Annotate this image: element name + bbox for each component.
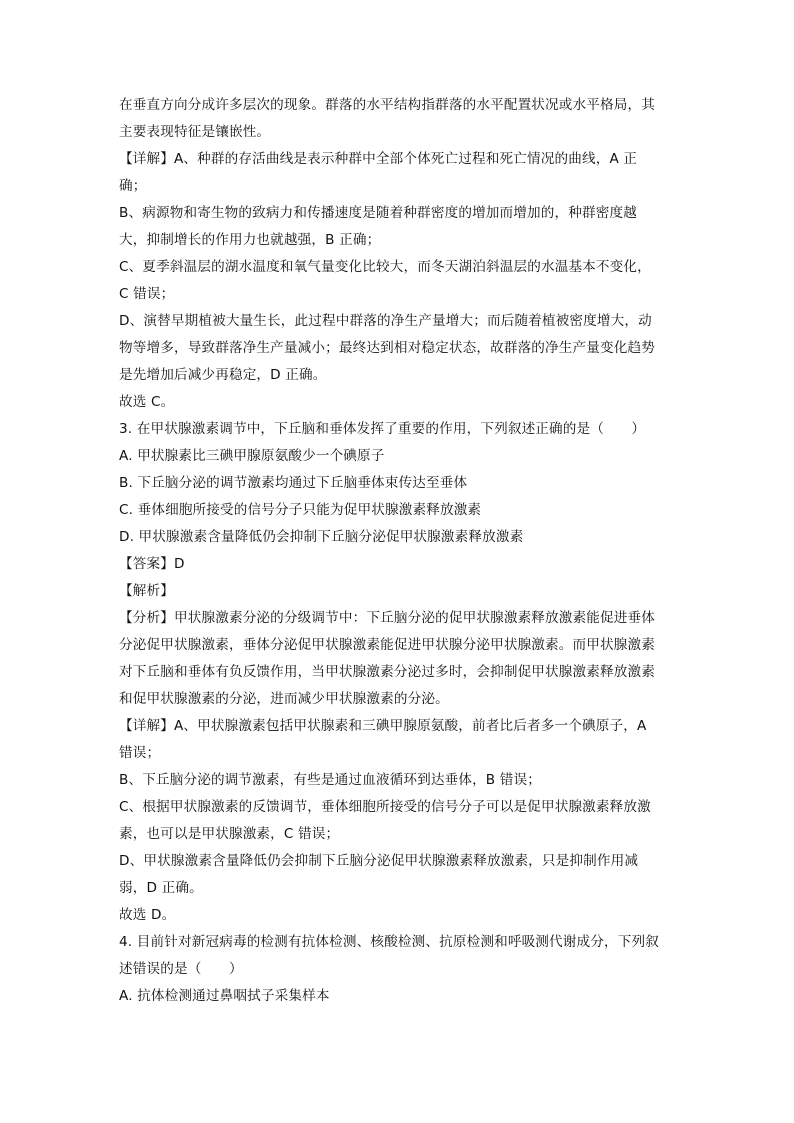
question-stem: 3. 在甲状腺激素调节中，下丘脑和垂体发挥了重要的作用，下列叙述正确的是（ ） — [119, 421, 646, 437]
text-line: 在垂直方向分成许多层次的现象。群落的水平结构指群落的水平配置状况或水平格局，其 — [119, 97, 656, 113]
analysis-line: 分泌促甲状腺激素，垂体分泌促甲状腺激素能促进甲状腺分泌甲状腺激素。而甲状腺激素 — [119, 637, 656, 653]
text-line: 物等增多，导致群落净生产量减小；最终达到相对稳定状态，故群落的净生产量变化趋势 — [119, 340, 656, 356]
detail-heading-line: 【详解】A、种群的存活曲线是表示种群中全部个体死亡过程和死亡情况的曲线，A 正 — [119, 151, 638, 167]
option-d: D. 甲状腺激素含量降低仍会抑制下丘脑分泌促甲状腺激素释放激素 — [119, 529, 524, 545]
analysis-line: 和促甲状腺激素的分泌，进而减少甲状腺激素的分泌。 — [119, 691, 449, 707]
text-line: D、甲状腺激素含量降低仍会抑制下丘脑分泌促甲状腺激素释放激素，只是抑制作用减 — [119, 853, 639, 869]
analysis-line: 对下丘脑和垂体有负反馈作用，当甲状腺激素分泌过多时，会抑制促甲状腺激素释放激素 — [119, 664, 656, 680]
option-a: A. 甲状腺素比三碘甲腺原氨酸少一个碘原子 — [119, 448, 385, 464]
text-line: 大，抑制增长的作用力也就越强，B 正确； — [119, 232, 381, 248]
text-line: 错误； — [119, 745, 161, 761]
text-line: C 错误； — [119, 286, 175, 302]
detail-heading-line: 【详解】A、甲状腺激素包括甲状腺素和三碘甲腺原氨酸，前者比后者多一个碘原子，A — [119, 718, 647, 734]
text-line: B、下丘脑分泌的调节激素，有些是通过血液循环到达垂体，B 错误； — [119, 772, 541, 788]
text-line: 是先增加后减少再稳定，D 正确。 — [119, 367, 327, 383]
conclusion-line: 故选 C。 — [119, 394, 175, 410]
text-line: 主要表现特征是镶嵌性。 — [119, 124, 271, 140]
text-line: D、演替早期植被大量生长，此过程中群落的净生产量增大；而后随着植被密度增大，动 — [119, 313, 652, 329]
text-line: B、病源物和寄生物的致病力和传播速度是随着种群密度的增加而增加的，种群密度越 — [119, 205, 637, 221]
question-stem: 述错误的是（ ） — [119, 961, 243, 977]
conclusion-line: 故选 D。 — [119, 907, 176, 923]
question-stem: 4. 目前针对新冠病毒的检测有抗体检测、核酸检测、抗原检测和呼吸测代谢成分，下列叙 — [119, 934, 660, 950]
option-a: A. 抗体检测通过鼻咽拭子采集样本 — [119, 988, 330, 1004]
option-c: C. 垂体细胞所接受的信号分子只能为促甲状腺激素释放激素 — [119, 502, 482, 518]
option-b: B. 下丘脑分泌的调节激素均通过下丘脑垂体束传达至垂体 — [119, 475, 468, 491]
text-line: 确； — [119, 178, 147, 194]
answer-line: 【答案】D — [119, 556, 185, 572]
analysis-line: 【分析】甲状腺激素分泌的分级调节中：下丘脑分泌的促甲状腺激素释放激素能促进垂体 — [119, 610, 656, 626]
document-body — [119, 92, 679, 1010]
text-line: C、根据甲状腺激素的反馈调节，垂体细胞所接受的信号分子可以是促甲状腺激素释放激 — [119, 799, 651, 815]
text-line: 弱，D 正确。 — [119, 880, 203, 896]
text-line: C、夏季斜温层的湖水温度和氧气量变化比较大，而冬天湖泊斜温层的水温基本不变化， — [119, 259, 651, 275]
analysis-heading: 【解析】 — [119, 583, 174, 599]
text-line: 素，也可以是甲状腺激素，C 错误； — [119, 826, 340, 842]
